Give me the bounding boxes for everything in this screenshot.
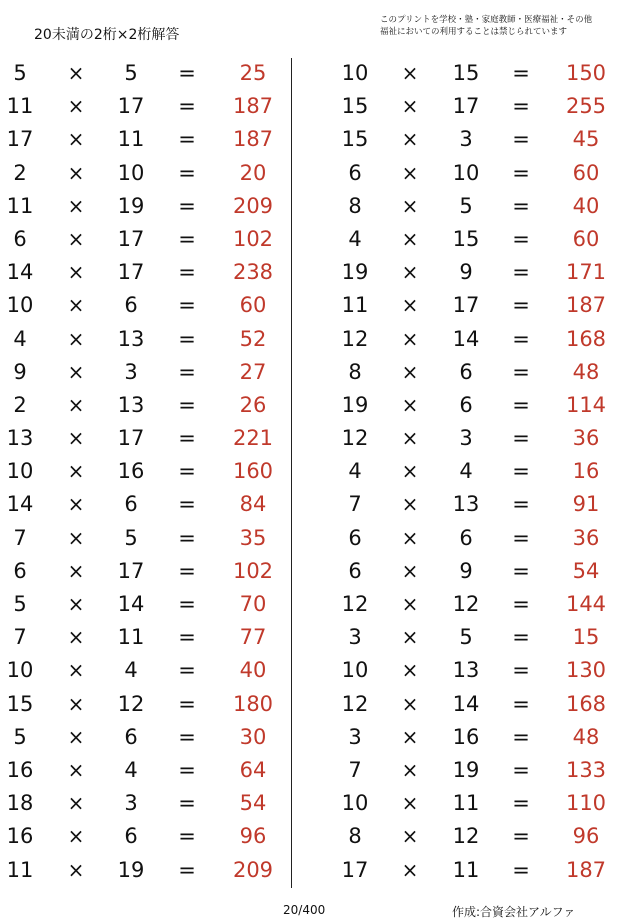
answer: 96 bbox=[239, 824, 267, 849]
multiplicand: 6 bbox=[348, 525, 362, 550]
times-sign: × bbox=[401, 558, 419, 583]
equals-sign: = bbox=[512, 592, 530, 616]
multiplier: 13 bbox=[117, 392, 145, 417]
multiplier: 6 bbox=[459, 392, 473, 417]
equals-sign: = bbox=[512, 724, 530, 749]
multiplicand: 17 bbox=[341, 857, 369, 882]
answer: 187 bbox=[565, 857, 607, 882]
equals-sign: = bbox=[512, 326, 530, 351]
multiplier: 5 bbox=[124, 61, 138, 85]
equals-sign: = bbox=[178, 757, 196, 782]
times-sign: × bbox=[401, 326, 419, 351]
multiplier: 10 bbox=[117, 160, 145, 185]
answer: 144 bbox=[565, 592, 607, 616]
equals-sign: = bbox=[178, 193, 196, 218]
multiplicand: 10 bbox=[6, 658, 34, 683]
equals-sign: = bbox=[178, 658, 196, 683]
answer: 209 bbox=[232, 193, 274, 218]
times-sign: × bbox=[67, 691, 85, 716]
multiplicand: 10 bbox=[6, 459, 34, 484]
times-sign: × bbox=[401, 359, 419, 384]
multiplicand: 10 bbox=[341, 61, 369, 85]
equals-sign: = bbox=[178, 824, 196, 849]
multiplicand: 10 bbox=[6, 293, 34, 318]
times-sign: × bbox=[401, 824, 419, 849]
worksheet-title: 20未満の2桁×2桁解答 bbox=[34, 27, 180, 43]
equals-sign: = bbox=[178, 459, 196, 484]
multiplicand: 8 bbox=[348, 193, 362, 218]
times-sign: × bbox=[67, 160, 85, 185]
multiplier: 14 bbox=[117, 592, 145, 616]
multiplicand: 11 bbox=[6, 857, 34, 882]
equals-sign: = bbox=[512, 492, 530, 517]
times-sign: × bbox=[67, 94, 85, 119]
equals-sign: = bbox=[178, 392, 196, 417]
answer: 168 bbox=[565, 691, 607, 716]
equals-sign: = bbox=[512, 824, 530, 849]
equals-sign: = bbox=[512, 293, 530, 318]
multiplier: 9 bbox=[459, 558, 473, 583]
equals-sign: = bbox=[512, 691, 530, 716]
multiplicand: 12 bbox=[341, 426, 369, 451]
multiplier: 3 bbox=[124, 791, 138, 816]
times-sign: × bbox=[67, 857, 85, 882]
times-sign: × bbox=[67, 426, 85, 451]
multiplier: 12 bbox=[117, 691, 145, 716]
multiplier: 6 bbox=[124, 293, 138, 318]
times-sign: × bbox=[401, 459, 419, 484]
answer: 77 bbox=[239, 625, 267, 650]
answer: 40 bbox=[572, 193, 600, 218]
multiplicand: 4 bbox=[348, 459, 362, 484]
times-sign: × bbox=[401, 492, 419, 517]
multiplier: 14 bbox=[452, 691, 480, 716]
multiplier: 17 bbox=[452, 293, 480, 318]
multiplicand: 14 bbox=[6, 492, 34, 517]
equals-sign: = bbox=[178, 791, 196, 816]
times-sign: × bbox=[401, 293, 419, 318]
multiplicand: 18 bbox=[6, 791, 34, 816]
answer: 36 bbox=[572, 525, 600, 550]
equals-sign: = bbox=[178, 525, 196, 550]
usage-notice-line-2: 福祉においての利用することは禁じられています bbox=[380, 27, 568, 37]
equals-sign: = bbox=[178, 260, 196, 285]
equals-sign: = bbox=[178, 558, 196, 583]
usage-notice-line-1: このプリントを学校・塾・家庭教師・医療福祉・その他 bbox=[380, 15, 593, 25]
multiplicand: 11 bbox=[6, 94, 34, 119]
times-sign: × bbox=[67, 193, 85, 218]
answer: 54 bbox=[572, 558, 600, 583]
equals-sign: = bbox=[512, 558, 530, 583]
answer: 64 bbox=[239, 757, 267, 782]
multiplier: 19 bbox=[452, 757, 480, 782]
multiplier: 11 bbox=[452, 791, 480, 816]
multiplier: 13 bbox=[452, 658, 480, 683]
times-sign: × bbox=[67, 226, 85, 251]
multiplicand: 6 bbox=[13, 558, 27, 583]
times-sign: × bbox=[401, 525, 419, 550]
multiplier: 5 bbox=[459, 193, 473, 218]
multiplicand: 5 bbox=[13, 61, 27, 85]
author-credit: 作成:合資会社アルファ bbox=[452, 905, 576, 919]
times-sign: × bbox=[67, 724, 85, 749]
multiplicand: 2 bbox=[13, 392, 27, 417]
multiplier: 13 bbox=[117, 326, 145, 351]
answer: 209 bbox=[232, 857, 274, 882]
times-sign: × bbox=[401, 392, 419, 417]
times-sign: × bbox=[401, 592, 419, 616]
equals-sign: = bbox=[178, 226, 196, 251]
equals-sign: = bbox=[178, 160, 196, 185]
equals-sign: = bbox=[512, 359, 530, 384]
answer: 96 bbox=[572, 824, 600, 849]
times-sign: × bbox=[67, 293, 85, 318]
multiplicand: 6 bbox=[348, 160, 362, 185]
multiplicand: 6 bbox=[348, 558, 362, 583]
times-sign: × bbox=[401, 426, 419, 451]
answer: 150 bbox=[565, 61, 607, 85]
answer: 26 bbox=[239, 392, 267, 417]
multiplicand: 16 bbox=[6, 757, 34, 782]
multiplier: 3 bbox=[459, 426, 473, 451]
times-sign: × bbox=[401, 260, 419, 285]
equals-sign: = bbox=[178, 592, 196, 616]
answer: 30 bbox=[239, 724, 267, 749]
times-sign: × bbox=[67, 61, 85, 85]
multiplier: 6 bbox=[124, 492, 138, 517]
multiplicand: 7 bbox=[348, 757, 362, 782]
answer: 27 bbox=[239, 359, 267, 384]
times-sign: × bbox=[67, 791, 85, 816]
multiplicand: 15 bbox=[6, 691, 34, 716]
multiplier: 11 bbox=[452, 857, 480, 882]
times-sign: × bbox=[401, 658, 419, 683]
multiplicand: 12 bbox=[341, 326, 369, 351]
answer: 70 bbox=[239, 592, 267, 616]
multiplier: 5 bbox=[459, 625, 473, 650]
equals-sign: = bbox=[178, 724, 196, 749]
multiplier: 14 bbox=[452, 326, 480, 351]
page-number: 20/400 bbox=[283, 903, 326, 917]
times-sign: × bbox=[67, 459, 85, 484]
multiplicand: 12 bbox=[341, 691, 369, 716]
times-sign: × bbox=[67, 625, 85, 650]
equals-sign: = bbox=[512, 160, 530, 185]
multiplier: 17 bbox=[117, 94, 145, 119]
answer: 36 bbox=[572, 426, 600, 451]
equals-sign: = bbox=[512, 625, 530, 650]
answer: 187 bbox=[232, 127, 274, 152]
multiplicand: 17 bbox=[6, 127, 34, 152]
answer: 221 bbox=[232, 426, 274, 451]
equals-sign: = bbox=[178, 492, 196, 517]
equals-sign: = bbox=[178, 293, 196, 318]
times-sign: × bbox=[401, 757, 419, 782]
answer: 35 bbox=[239, 525, 267, 550]
equals-sign: = bbox=[512, 193, 530, 218]
times-sign: × bbox=[67, 592, 85, 616]
times-sign: × bbox=[401, 724, 419, 749]
equals-sign: = bbox=[512, 392, 530, 417]
multiplier: 19 bbox=[117, 857, 145, 882]
multiplicand: 4 bbox=[348, 226, 362, 251]
equals-sign: = bbox=[178, 61, 196, 85]
multiplier: 19 bbox=[117, 193, 145, 218]
answer: 130 bbox=[565, 658, 607, 683]
answer: 16 bbox=[572, 459, 600, 484]
equals-sign: = bbox=[178, 691, 196, 716]
multiplier: 10 bbox=[452, 160, 480, 185]
answer: 40 bbox=[239, 658, 267, 683]
times-sign: × bbox=[67, 658, 85, 683]
answer: 187 bbox=[232, 94, 274, 119]
times-sign: × bbox=[67, 326, 85, 351]
answer: 25 bbox=[239, 61, 267, 85]
multiplier: 17 bbox=[117, 426, 145, 451]
multiplicand: 6 bbox=[13, 226, 27, 251]
equals-sign: = bbox=[512, 226, 530, 251]
times-sign: × bbox=[401, 691, 419, 716]
multiplicand: 9 bbox=[13, 359, 27, 384]
equals-sign: = bbox=[178, 625, 196, 650]
multiplier: 4 bbox=[124, 658, 138, 683]
multiplier: 17 bbox=[117, 558, 145, 583]
answer: 102 bbox=[232, 558, 274, 583]
multiplier: 16 bbox=[117, 459, 145, 484]
answer: 45 bbox=[572, 127, 600, 152]
equals-sign: = bbox=[178, 326, 196, 351]
multiplicand: 2 bbox=[13, 160, 27, 185]
times-sign: × bbox=[401, 857, 419, 882]
multiplicand: 7 bbox=[348, 492, 362, 517]
multiplicand: 8 bbox=[348, 824, 362, 849]
answer: 238 bbox=[232, 260, 274, 285]
equals-sign: = bbox=[512, 757, 530, 782]
equals-sign: = bbox=[512, 61, 530, 85]
times-sign: × bbox=[67, 558, 85, 583]
multiplier: 15 bbox=[452, 226, 480, 251]
multiplier: 3 bbox=[124, 359, 138, 384]
multiplier: 15 bbox=[452, 61, 480, 85]
answer: 180 bbox=[232, 691, 274, 716]
answer: 54 bbox=[239, 791, 267, 816]
equals-sign: = bbox=[178, 94, 196, 119]
times-sign: × bbox=[67, 492, 85, 517]
equals-sign: = bbox=[512, 260, 530, 285]
multiplicand: 19 bbox=[341, 392, 369, 417]
equals-sign: = bbox=[178, 359, 196, 384]
multiplier: 12 bbox=[452, 592, 480, 616]
answer: 60 bbox=[239, 293, 267, 318]
multiplicand: 19 bbox=[341, 260, 369, 285]
multiplier: 12 bbox=[452, 824, 480, 849]
answer: 60 bbox=[572, 160, 600, 185]
multiplicand: 11 bbox=[6, 193, 34, 218]
multiplier: 9 bbox=[459, 260, 473, 285]
multiplicand: 15 bbox=[341, 94, 369, 119]
times-sign: × bbox=[67, 757, 85, 782]
multiplicand: 10 bbox=[341, 791, 369, 816]
multiplier: 3 bbox=[459, 127, 473, 152]
answer: 48 bbox=[572, 359, 600, 384]
multiplicand: 5 bbox=[13, 724, 27, 749]
multiplier: 6 bbox=[459, 359, 473, 384]
multiplicand: 11 bbox=[341, 293, 369, 318]
column-divider bbox=[291, 58, 292, 888]
answer: 20 bbox=[239, 160, 267, 185]
equals-sign: = bbox=[512, 658, 530, 683]
multiplier: 4 bbox=[459, 459, 473, 484]
equals-sign: = bbox=[178, 426, 196, 451]
multiplier: 5 bbox=[124, 525, 138, 550]
multiplicand: 10 bbox=[341, 658, 369, 683]
multiplier: 13 bbox=[452, 492, 480, 517]
multiplicand: 3 bbox=[348, 724, 362, 749]
equals-sign: = bbox=[512, 857, 530, 882]
multiplier: 6 bbox=[124, 724, 138, 749]
answer: 91 bbox=[572, 492, 600, 517]
multiplicand: 3 bbox=[348, 625, 362, 650]
multiplicand: 16 bbox=[6, 824, 34, 849]
times-sign: × bbox=[67, 359, 85, 384]
multiplier: 17 bbox=[117, 260, 145, 285]
multiplier: 4 bbox=[124, 757, 138, 782]
times-sign: × bbox=[67, 127, 85, 152]
times-sign: × bbox=[401, 94, 419, 119]
equals-sign: = bbox=[178, 857, 196, 882]
equals-sign: = bbox=[512, 426, 530, 451]
times-sign: × bbox=[67, 260, 85, 285]
equals-sign: = bbox=[512, 459, 530, 484]
multiplicand: 14 bbox=[6, 260, 34, 285]
answer: 255 bbox=[565, 94, 607, 119]
multiplier: 17 bbox=[452, 94, 480, 119]
multiplicand: 5 bbox=[13, 592, 27, 616]
times-sign: × bbox=[67, 824, 85, 849]
usage-notice bbox=[380, 14, 592, 38]
times-sign: × bbox=[401, 791, 419, 816]
equals-sign: = bbox=[512, 94, 530, 119]
answer: 60 bbox=[572, 226, 600, 251]
answer: 84 bbox=[239, 492, 267, 517]
answer: 133 bbox=[565, 757, 607, 782]
answer: 48 bbox=[572, 724, 600, 749]
multiplier: 16 bbox=[452, 724, 480, 749]
multiplier: 11 bbox=[117, 625, 145, 650]
multiplicand: 8 bbox=[348, 359, 362, 384]
answer: 160 bbox=[232, 459, 274, 484]
times-sign: × bbox=[401, 193, 419, 218]
answer: 187 bbox=[565, 293, 607, 318]
answer: 110 bbox=[565, 791, 607, 816]
times-sign: × bbox=[401, 625, 419, 650]
multiplicand: 4 bbox=[13, 326, 27, 351]
equals-sign: = bbox=[178, 127, 196, 152]
multiplicand: 12 bbox=[341, 592, 369, 616]
multiplier: 17 bbox=[117, 226, 145, 251]
equals-sign: = bbox=[512, 525, 530, 550]
times-sign: × bbox=[67, 392, 85, 417]
multiplier: 11 bbox=[117, 127, 145, 152]
answer: 114 bbox=[565, 392, 607, 417]
multiplier: 6 bbox=[124, 824, 138, 849]
equals-sign: = bbox=[512, 127, 530, 152]
times-sign: × bbox=[401, 160, 419, 185]
multiplicand: 7 bbox=[13, 625, 27, 650]
answer: 171 bbox=[565, 260, 607, 285]
multiplier: 6 bbox=[459, 525, 473, 550]
times-sign: × bbox=[401, 61, 419, 85]
times-sign: × bbox=[401, 226, 419, 251]
multiplicand: 7 bbox=[13, 525, 27, 550]
equals-sign: = bbox=[512, 791, 530, 816]
answer: 15 bbox=[572, 625, 600, 650]
answer: 168 bbox=[565, 326, 607, 351]
times-sign: × bbox=[401, 127, 419, 152]
multiplicand: 15 bbox=[341, 127, 369, 152]
multiplicand: 13 bbox=[6, 426, 34, 451]
answer: 52 bbox=[239, 326, 267, 351]
answer: 102 bbox=[232, 226, 274, 251]
times-sign: × bbox=[67, 525, 85, 550]
